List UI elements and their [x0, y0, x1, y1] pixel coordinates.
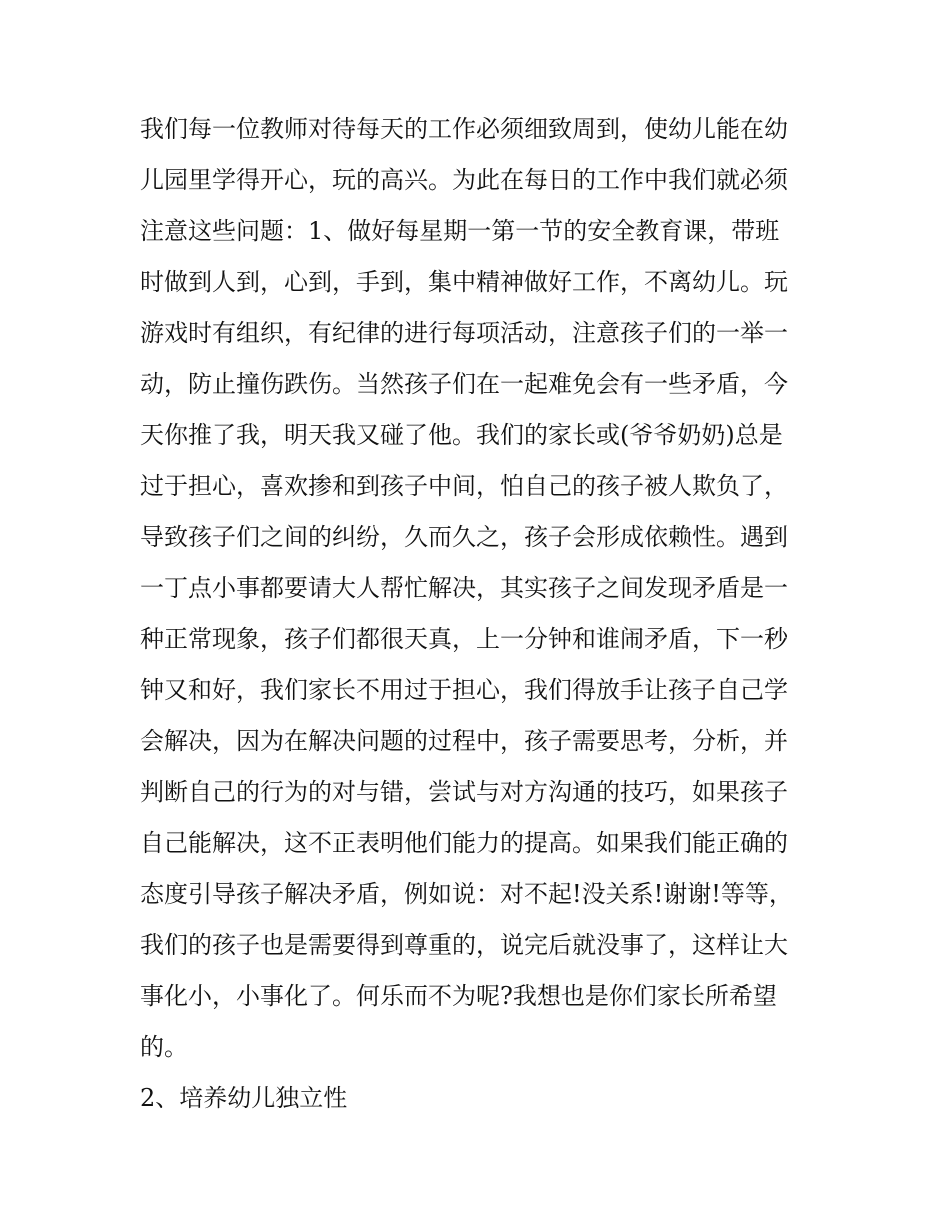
- paragraph-line: 时做到人到，心到，手到，集中精神做好工作，不离幼儿。玩: [140, 268, 788, 296]
- paragraph-line: 动，防止撞伤跌伤。当然孩子们在一起难免会有一些矛盾，今: [140, 370, 788, 398]
- paragraph-line: 天你推了我，明天我又碰了他。我们的家长或(爷爷奶奶)总是: [140, 421, 783, 449]
- paragraph-line: 儿园里学得开心，玩的高兴。为此在每日的工作中我们就必须: [140, 166, 788, 194]
- paragraph-line: 一丁点小事都要请大人帮忙解决，其实孩子之间发现矛盾是一: [140, 574, 788, 602]
- paragraph-line: 注意这些问题：1、做好每星期一第一节的安全教育课，带班: [140, 217, 780, 245]
- paragraph-line: 钟又和好，我们家长不用过于担心，我们得放手让孩子自己学: [140, 676, 788, 704]
- paragraph-line: 导致孩子们之间的纠纷，久而久之，孩子会形成依赖性。遇到: [140, 523, 788, 551]
- paragraph-line: 的。: [140, 1033, 188, 1061]
- paragraph-line: 游戏时有组织，有纪律的进行每项活动，注意孩子们的一举一: [140, 319, 788, 347]
- paragraph-line: 种正常现象，孩子们都很天真，上一分钟和谁闹矛盾，下一秒: [140, 625, 788, 653]
- section-heading: 2、培养幼儿独立性: [140, 1084, 348, 1112]
- paragraph-line: 事化小，小事化了。何乐而不为呢?我想也是你们家长所希望: [140, 982, 777, 1010]
- paragraph-line: 过于担心，喜欢掺和到孩子中间，怕自己的孩子被人欺负了，: [140, 472, 788, 500]
- body-text: [140, 104, 820, 1124]
- paragraph-line: 态度引导孩子解决矛盾，例如说：对不起!没关系!谢谢!等等，: [140, 880, 793, 908]
- paragraph-line: 会解决，因为在解决问题的过程中，孩子需要思考，分析，并: [140, 727, 788, 755]
- paragraph-line: 我们的孩子也是需要得到尊重的，说完后就没事了，这样让大: [140, 931, 788, 959]
- paragraph-line: 判断自己的行为的对与错，尝试与对方沟通的技巧，如果孩子: [140, 778, 788, 806]
- paragraph-line: 我们每一位教师对待每天的工作必须细致周到，使幼儿能在幼: [140, 115, 788, 143]
- paragraph-line: 自己能解决，这不正表明他们能力的提高。如果我们能正确的: [140, 829, 788, 857]
